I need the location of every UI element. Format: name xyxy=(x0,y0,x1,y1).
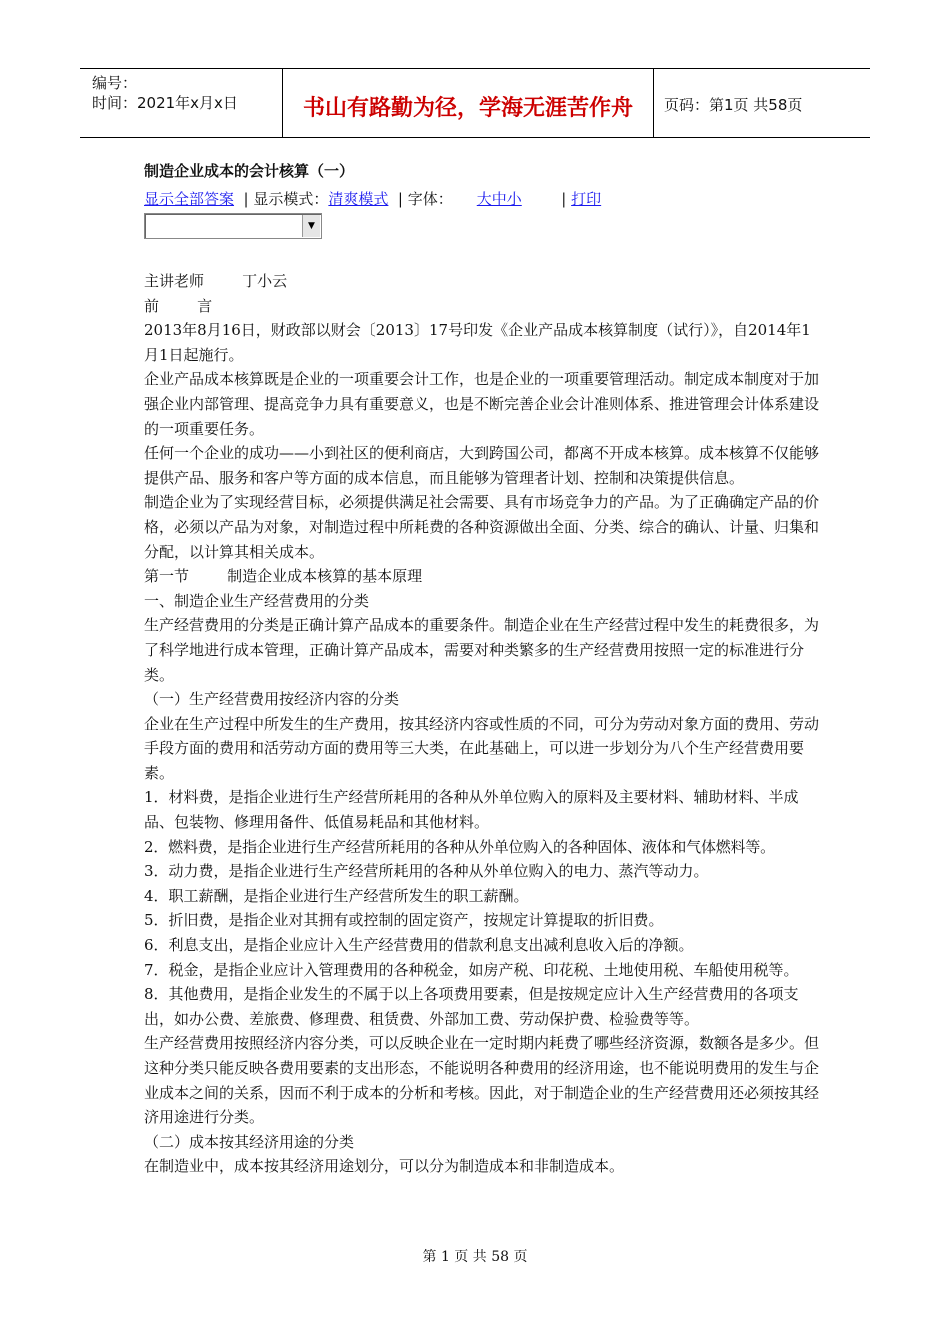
list-item: 6．利息支出，是指企业应计入生产经营费用的借款利息支出减利息收入后的净额。 xyxy=(144,936,694,955)
answer-select-dropdown[interactable] xyxy=(144,213,322,239)
toolbar-separator-mode: | 显示模式： xyxy=(234,190,329,208)
font-size-link[interactable]: 大中小 xyxy=(476,190,522,208)
section-heading: 第一节 制造企业成本核算的基本原理 xyxy=(144,567,423,586)
paragraph: 企业产品成本核算既是企业的一项重要会计工作，也是企业的一项重要管理活动。制定成本制度对于加强企业内部管理、提高竞争力具有重要意义，也是不断完善企业会计准则体系、推进管理会计体系建设的一项重要任务。 xyxy=(144,370,820,438)
paragraph: 生产经营费用按照经济内容分类，可以反映企业在一定时期内耗费了哪些经济资源，数额各是多少。但这种分类只能反映各费用要素的支出形态，不能说明各种费用的经济用途，也不能说明费用的发生与企业成本之间的关系，因而不利于成本的分析和考核。因此，对于制造企业的生产经营费用还必须按其经济用途进行分类。 xyxy=(144,1034,820,1127)
page-footer: 第 1 页 共 58 页 xyxy=(422,1249,528,1265)
paragraph: 任何一个企业的成功——小到社区的便利商店，大到跨国公司，都离不开成本核算。成本核算不仅能够提供产品、服务和客户等方面的成本信息，而且能够为管理者计划、控制和决策提供信息。 xyxy=(144,444,820,487)
paragraph: 主讲老师 丁小云 xyxy=(144,272,288,290)
date-label: 时间：2021年x月x日 xyxy=(92,94,238,112)
show-all-answers-link[interactable]: 显示全部答案 xyxy=(144,190,235,208)
document-body xyxy=(144,269,820,1179)
toolbar-separator-print: | xyxy=(551,190,572,208)
subsection-heading: （一）生产经营费用按经济内容的分类 xyxy=(144,690,400,709)
list-item: 5．折旧费，是指企业对其拥有或控制的固定资产，按规定计算提取的折旧费。 xyxy=(144,911,664,930)
number-label: 编号： xyxy=(92,74,138,92)
list-item: 3．动力费，是指企业进行生产经营所耗用的各种从外单位购入的电力、蒸汽等动力。 xyxy=(144,862,709,881)
paragraph: 生产经营费用的分类是正确计算产品成本的重要条件。制造企业在生产经营过程中发生的耗费很多，为了科学地进行成本管理，正确计算产品成本，需要对种类繁多的生产经营费用按照一定的标准进行分类。 xyxy=(144,616,820,684)
document-toolbar xyxy=(144,189,820,209)
document-content xyxy=(144,160,820,1179)
page-info: 页码：第1页 共58页 xyxy=(664,96,803,114)
paragraph: 前 言 xyxy=(144,296,213,315)
chevron-down-icon[interactable]: ▼ xyxy=(302,215,320,237)
paragraph: 企业在生产过程中所发生的生产费用，按其经济内容或性质的不同，可分为劳动对象方面的费用、劳动手段方面的费用和活劳动方面的费用等三大类，在此基础上，可以进一步划分为八个生产经营费用要素。 xyxy=(144,714,820,782)
document-title: 制造企业成本的会计核算（一） xyxy=(144,162,355,180)
list-item: 7．税金，是指企业应计入管理费用的各种税金，如房产税、印花税、土地使用税、车船使用税等。 xyxy=(144,960,799,979)
paragraph: 制造企业为了实现经营目标，必须提供满足社会需要、具有市场竞争力的产品。为了正确确定产品的价格，必须以产品为对象，对制造过程中所耗费的各种资源做出全面、分类、综合的确认、计量、归集和分配，以计算其相关成本。 xyxy=(144,493,820,561)
subsection-heading: 一、制造企业生产经营费用的分类 xyxy=(144,591,370,610)
motto-text: 书山有路勤为径，学海无涯苦作舟 xyxy=(302,96,633,121)
list-item: 8．其他费用，是指企业发生的不属于以上各项费用要素，但是按规定应计入生产经营费用的各项支出，如办公费、差旅费、修理费、租赁费、外部加工费、劳动保护费、检验费等等。 xyxy=(144,985,799,1028)
toolbar-separator-font: | 字体： xyxy=(388,190,453,208)
list-item: 4．职工薪酬，是指企业进行生产经营所发生的职工薪酬。 xyxy=(144,886,529,905)
header-motto-cell xyxy=(283,69,654,137)
header-meta-cell xyxy=(80,69,283,137)
header-page-cell xyxy=(654,69,870,137)
subsection-heading: （二）成本按其经济用途的分类 xyxy=(144,1132,355,1151)
print-link[interactable]: 打印 xyxy=(571,190,602,208)
display-mode-link[interactable]: 清爽模式 xyxy=(328,190,389,208)
paragraph: 在制造业中，成本按其经济用途划分，可以分为制造成本和非制造成本。 xyxy=(144,1157,625,1176)
list-item: 2．燃料费，是指企业进行生产经营所耗用的各种从外单位购入的各种固体、液体和气体燃料等。 xyxy=(144,837,775,856)
header-table xyxy=(80,68,870,138)
paragraph: 2013年8月16日，财政部以财会〔2013〕17号印发《企业产品成本核算制度（试行）》，自2014年1月1日起施行。 xyxy=(144,321,811,364)
list-item: 1．材料费，是指企业进行生产经营所耗用的各种从外单位购入的原料及主要材料、辅助材料、半成品、包装物、修理用备件、低值易耗品和其他材料。 xyxy=(144,788,799,832)
